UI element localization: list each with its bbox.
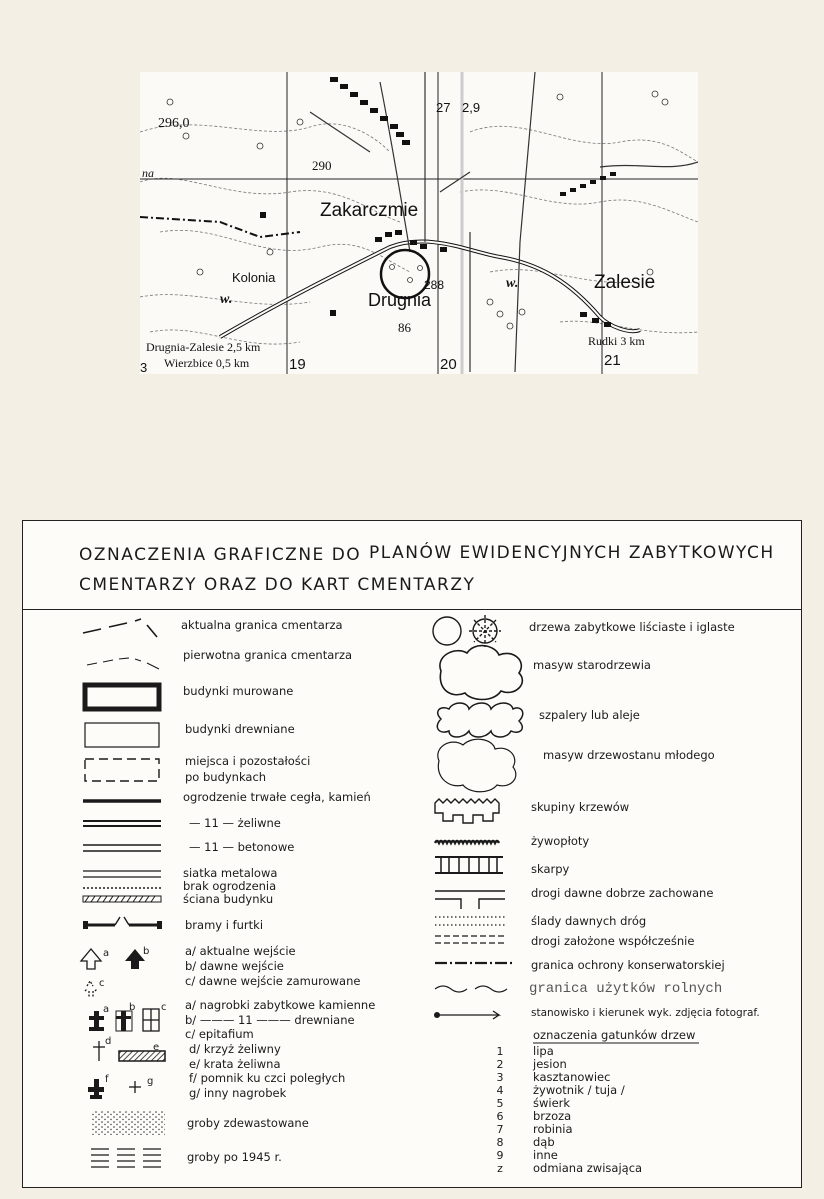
- hedge-symbol: [435, 841, 499, 843]
- young-tree-stand-symbol: [438, 739, 516, 792]
- current-boundary-symbol: [83, 619, 157, 637]
- legend-sheet: [22, 520, 802, 1188]
- corner-number-3: 3: [140, 360, 148, 375]
- species-name: świerk: [533, 1096, 571, 1110]
- legend-grave-c: c/ epitafium: [185, 1027, 254, 1041]
- species-row: [493, 1097, 753, 1110]
- topographic-map-fragment: [140, 72, 698, 374]
- species-name: robinia: [533, 1122, 573, 1136]
- old-road-symbol: [435, 891, 505, 909]
- building-remains-symbol: [85, 759, 159, 781]
- minor-roads: [310, 72, 698, 372]
- grave-letter-f: f: [105, 1074, 109, 1085]
- new-road-symbol: [435, 936, 505, 943]
- legend-current-boundary: aktualna granica cmentarza: [181, 618, 343, 632]
- entrance-symbols: [81, 949, 101, 997]
- old-tree-stand-symbol: [440, 646, 522, 700]
- legend-young-tree-stand: masyw drzewostanu młodego: [543, 748, 715, 762]
- old-road-traces-symbol: [435, 917, 505, 925]
- legend-entrance-a: a/ aktualne wejście: [185, 944, 296, 958]
- contour-lines: [140, 124, 698, 344]
- legend-hedges: żywopłoty: [531, 834, 590, 848]
- grid-number-21: 21: [604, 352, 621, 369]
- post-1945-graves-symbol: [91, 1149, 161, 1167]
- grave-letter-c: c: [161, 1002, 167, 1013]
- legend-tree-alleys: szpalery lub aleje: [539, 708, 640, 722]
- species-name: inne: [533, 1148, 558, 1162]
- species-row: [493, 1110, 753, 1123]
- grave-letter-a: a: [103, 1004, 110, 1015]
- legend-old-roads: drogi dawne dobrze zachowane: [531, 886, 714, 900]
- species-name: kasztanowiec: [533, 1070, 611, 1084]
- wooden-building-symbol: [85, 723, 159, 747]
- legend-old-tree-stand: masyw starodrzewia: [533, 658, 651, 672]
- legend-grave-g: g/ inny nagrobek: [189, 1086, 287, 1100]
- land-use-boundary-symbol: [435, 986, 507, 992]
- species-number: z: [497, 1162, 503, 1175]
- legend-no-fence: brak ogrodzenia: [183, 879, 277, 893]
- original-boundary-symbol: [87, 658, 159, 669]
- species-number: 5: [496, 1097, 504, 1110]
- species-row: [493, 1123, 753, 1136]
- entrance-letter-b: b: [143, 946, 150, 957]
- legend-wire-fence: siatka metalowa: [183, 866, 278, 880]
- label-na: na: [142, 166, 154, 180]
- elevation-296: 296,0: [158, 116, 190, 131]
- legend-fence-concrete: — 11 — betonowe: [189, 840, 295, 854]
- species-number: 4: [496, 1084, 504, 1097]
- species-name: dąb: [533, 1135, 555, 1149]
- species-number: 8: [496, 1136, 504, 1149]
- legend-building-remains-2: po budynkach: [185, 770, 267, 784]
- species-number: 2: [496, 1058, 504, 1071]
- species-row: [493, 1045, 753, 1058]
- legend-post-1945-graves: groby po 1945 r.: [187, 1150, 282, 1164]
- legend-building-remains-1: miejsca i pozostałości: [185, 754, 311, 768]
- deciduous-tree-symbol: [433, 617, 461, 645]
- grid-number-29: 2,9: [462, 100, 481, 115]
- legend-fence-masonry: ogrodzenie trwałe cegła, kamień: [183, 790, 371, 804]
- legend-embankments: skarpy: [531, 862, 570, 876]
- entrance-letter-a: a: [103, 948, 110, 959]
- legend-title-line1a: OZNACZENIA GRAFICZNE DO: [79, 545, 362, 565]
- place-kolonia: Kolonia: [232, 270, 276, 285]
- legend-photo-position: stanowisko i kierunek wyk. zdjęcia fotograf.: [531, 1007, 760, 1019]
- legend-grave-b: b/ ——— 11 ——— drewniane: [185, 1013, 355, 1027]
- species-name: żywotnik / tuja /: [533, 1083, 625, 1097]
- species-number: 6: [496, 1110, 504, 1123]
- species-row: [493, 1084, 753, 1097]
- grave-letter-d: d: [105, 1036, 112, 1047]
- legend-masonry-buildings: budynki murowane: [183, 684, 294, 698]
- distance-drugnia-zalesie: Drugnia-Zalesie 2,5 km: [146, 340, 261, 354]
- grave-letter-b: b: [129, 1002, 136, 1013]
- legend-land-use-boundary: granica użytków rolnych: [529, 981, 723, 997]
- grave-letter-g: g: [147, 1076, 154, 1087]
- legend-building-wall: ściana budynku: [183, 892, 274, 906]
- number-86: 86: [398, 320, 411, 335]
- legend-grave-f: f/ pomnik ku czci poległych: [189, 1071, 346, 1085]
- species-list: [493, 1045, 753, 1175]
- legend-title-line1b: PLANÓW EWIDENCYJNYCH ZABYTKOWYCH: [369, 543, 775, 563]
- legend-entrance-c: c/ dawne wejście zamurowane: [185, 974, 361, 988]
- elevation-288: 288: [424, 278, 445, 292]
- elevation-290: 290: [312, 158, 332, 173]
- entrance-letter-c: c: [99, 978, 105, 989]
- distance-rudki: Rudki 3 km: [588, 334, 645, 348]
- shrub-group-symbol: [435, 799, 499, 823]
- grid-number-19: 19: [289, 356, 306, 373]
- species-row: [493, 1136, 753, 1149]
- legend-new-roads: drogi założone współcześnie: [531, 934, 695, 948]
- legend-entrance-b: b/ dawne wejście: [185, 959, 284, 973]
- embankment-symbol: [435, 857, 503, 873]
- forest-w1: w.: [220, 292, 233, 307]
- legend-devastated-graves: groby zdewastowane: [187, 1116, 309, 1130]
- grid-number-20: 20: [440, 356, 457, 373]
- boundary-line: [140, 217, 300, 237]
- species-row: [493, 1058, 753, 1071]
- legend-original-boundary: pierwotna granica cmentarza: [183, 648, 353, 662]
- species-number: 1: [496, 1045, 504, 1058]
- distance-wierzbice: Wierzbice 0,5 km: [164, 356, 250, 370]
- place-zakarczmie: Zakarczmie: [320, 200, 419, 221]
- species-number: 3: [496, 1071, 504, 1084]
- devastated-graves-symbol: [91, 1111, 165, 1135]
- forest-w2: w.: [506, 276, 519, 291]
- legend-grave-d: d/ krzyż żeliwny: [189, 1042, 281, 1056]
- species-row: [493, 1162, 753, 1175]
- place-zalesie: Zalesie: [594, 272, 656, 293]
- legend-title-line2: CMENTARZY ORAZ DO KART CMENTARZY: [79, 575, 476, 595]
- map-drawing: [140, 72, 698, 374]
- species-name: brzoza: [533, 1109, 572, 1123]
- legend-road-traces: ślady dawnych dróg: [531, 914, 647, 928]
- legend-shrub-groups: skupiny krzewów: [531, 800, 630, 814]
- legend-wooden-buildings: budynki drewniane: [185, 722, 295, 736]
- legend-gates: bramy i furtki: [185, 918, 264, 932]
- grave-letter-e: e: [153, 1042, 160, 1053]
- place-drugnia: Drugnia: [368, 290, 432, 310]
- former-entrance-symbol: [125, 949, 145, 969]
- legend-fence-cast-iron: — 11 — żeliwne: [189, 816, 281, 830]
- species-name: jesion: [533, 1057, 567, 1071]
- masonry-building-symbol: [85, 685, 159, 709]
- tree-alley-symbol: [437, 703, 522, 737]
- species-number: 7: [496, 1123, 504, 1136]
- legend-species-title: oznaczenia gatunków drzew: [533, 1028, 696, 1042]
- legend-grave-a: a/ nagrobki zabytkowe kamienne: [185, 998, 376, 1012]
- grid-number-27: 27: [436, 100, 451, 115]
- legend-conservation-boundary: granica ochrony konserwatorskiej: [531, 958, 725, 972]
- legend-grave-e: e/ krata żeliwna: [189, 1057, 281, 1071]
- species-number: 9: [496, 1149, 504, 1162]
- legend-historic-trees: drzewa zabytkowe liściaste i iglaste: [529, 620, 735, 634]
- species-name: odmiana zwisająca: [533, 1161, 643, 1175]
- species-name: lipa: [533, 1044, 554, 1058]
